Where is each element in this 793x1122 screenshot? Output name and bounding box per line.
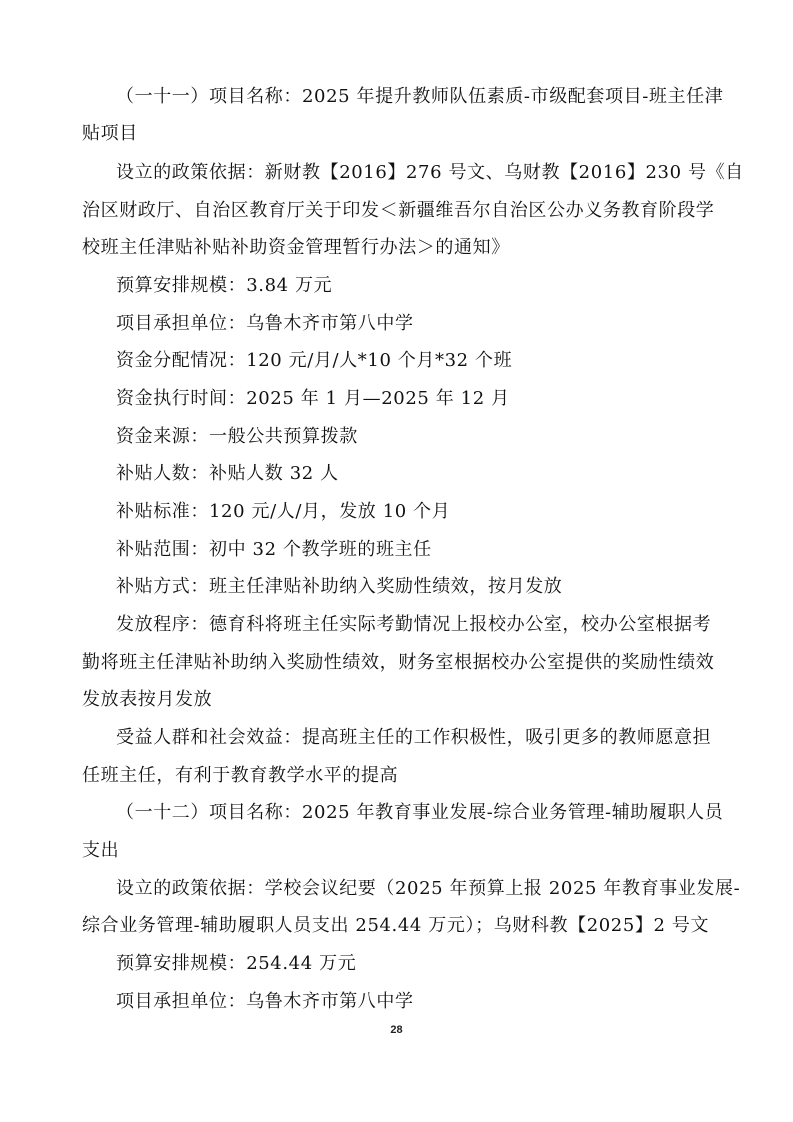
distribution-procedure-line-3: 发放表按月发放: [82, 689, 213, 710]
page-number: 28: [390, 1024, 403, 1036]
policy-basis-line-3: 校班主任津贴补贴补助资金管理暂行办法＞的通知》: [82, 237, 510, 258]
section-12-budget-scale: 预算安排规模：254.44 万元: [116, 953, 357, 974]
beneficiaries-line-1: 受益人群和社会效益：提高班主任的工作积极性，吸引更多的教师愿意担: [116, 727, 712, 748]
section-11-title-line-1: （一十一）项目名称：2025 年提升教师队伍素质-市级配套项目-班主任津: [116, 86, 724, 107]
subsidy-scope: 补贴范围：初中 32 个教学班的班主任: [116, 539, 432, 560]
section-12-title-line-1: （一十二）项目名称：2025 年教育事业发展-综合业务管理-辅助履职人员: [116, 802, 724, 823]
undertaking-unit: 项目承担单位：乌鲁木齐市第八中学: [116, 313, 414, 334]
section-12-policy-line-2: 综合业务管理-辅助履职人员支出 254.44 万元）；乌财科教【2025】2 号文: [82, 915, 710, 936]
budget-scale: 预算安排规模：3.84 万元: [116, 275, 333, 296]
policy-basis-line-1: 设立的政策依据：新财教【2016】276 号文、乌财教【2016】230 号《自: [116, 162, 744, 183]
fund-source: 资金来源：一般公共预算拨款: [116, 426, 358, 447]
section-12-title-line-2: 支出: [82, 840, 120, 861]
subsidy-method: 补贴方式：班主任津贴补助纳入奖励性绩效，按月发放: [116, 576, 563, 597]
section-12-undertaking-unit: 项目承担单位：乌鲁木齐市第八中学: [116, 991, 414, 1012]
subsidy-standard: 补贴标准：120 元/人/月，发放 10 个月: [116, 501, 451, 522]
beneficiaries-line-2: 任班主任，有利于教育教学水平的提高: [82, 765, 399, 786]
fund-allocation: 资金分配情况：120 元/月/人*10 个月*32 个班: [116, 350, 513, 371]
section-11-title-line-2: 贴项目: [82, 123, 138, 144]
distribution-procedure-line-2: 勤将班主任津贴补助纳入奖励性绩效，财务室根据校办公室提供的奖励性绩效: [82, 652, 715, 673]
distribution-procedure-line-1: 发放程序：德育科将班主任实际考勤情况上报校办公室，校办公室根据考: [116, 614, 712, 635]
section-12-policy-line-1: 设立的政策依据：学校会议纪要（2025 年预算上报 2025 年教育事业发展-: [116, 878, 741, 899]
policy-basis-line-2: 治区财政厅、自治区教育厅关于印发＜新疆维吾尔自治区公办义务教育阶段学: [82, 200, 715, 221]
execution-period: 资金执行时间：2025 年 1 月—2025 年 12 月: [116, 388, 510, 409]
subsidy-count: 补贴人数：补贴人数 32 人: [116, 463, 339, 484]
